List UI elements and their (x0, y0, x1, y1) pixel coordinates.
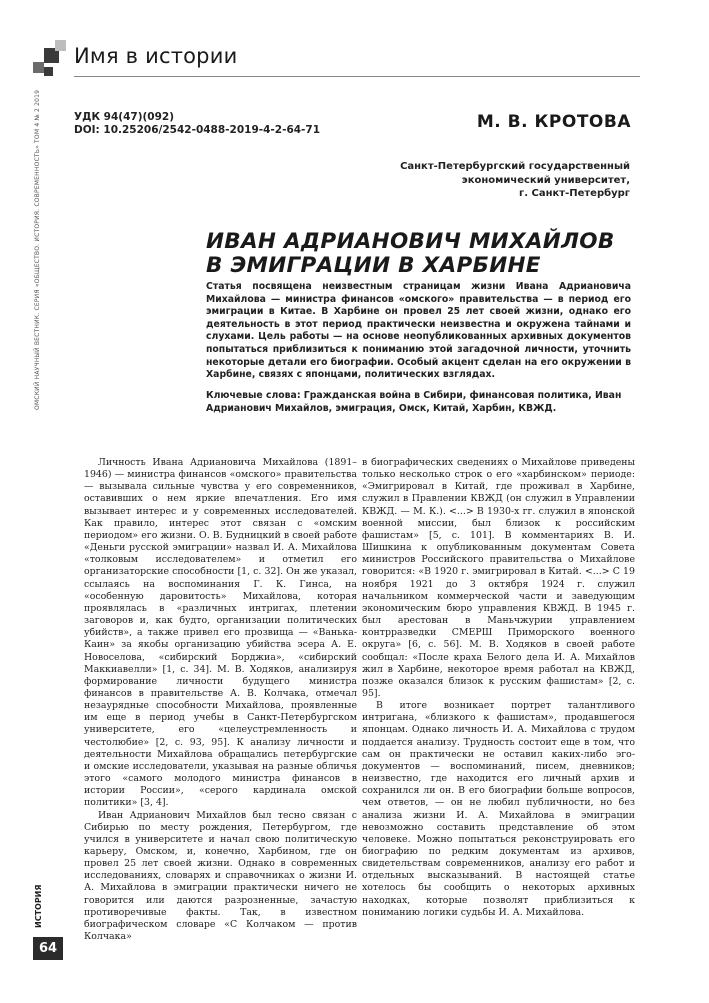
section-label: ИСТОРИЯ (34, 884, 43, 928)
affiliation (330, 160, 630, 201)
body-paragraph: в биографических сведениях о Михайлове приведены только несколько строк о его «харбинском» периоде: «Эмигрировал в Китай, где проживал в Харбине, служил в Правлении КВЖД (он служил в Управлении КВЖД. — М. К.). <...> В 1930-х гг. служил в японской военной миссии, был близок к российским фашистам» [5, с. 101]. В комментариях В. И. Шишкина к опубликованным документам Совета министров Российского правительства о Михайлове говорится: «В 1920 г. эмигрировал в Китай. <...> С 19 ноября 1921 до 3 октября 1924 г. служил начальником коммерческой части и заведующим экономическим бюро управления КВЖД. В 1945 г. был арестован в Маньчжурии управлением контрразведки СМЕРШ Приморского военного округа» [6, с. 56]. М. В. Ходяков в своей работе сообщал: «После краха Белого дела И. А. Михайлов жил в Харбине, некоторое время работал на КВЖД, позже оказался близок к русским фашистам» [2, с. 95]. (362, 457, 635, 699)
logo-square-light (55, 40, 66, 51)
journal-running-head: ОМСКИЙ НАУЧНЫЙ ВЕСТНИК. СЕРИЯ «ОБЩЕСТВО. ИСТОРИЯ. СОВРЕМЕННОСТЬ» ТОМ 4 № 2 2019 (34, 89, 41, 410)
logo-square-mid (33, 62, 44, 73)
affiliation-line: г. Санкт-Петербург (518, 188, 630, 199)
page-number: 64 (33, 937, 63, 960)
article-title (206, 230, 615, 278)
body-paragraph: Личность Ивана Адриановича Михайлова (1891–1946) — министра финансов «омского» правительства — вызывала сильные чувства у его современников, оставивших о нем яркие впечатления. Его имя вызывает интерес и у современных исследователей. Как правило, интерес этот связан с «омским периодом» его жизни. О. В. Будницкий в своей работе «Деньги русской эмиграции» назвал И. А. Михайлова «толковым исследователем» и отметил его организаторские способности [1, с. 32]. Он же указал, ссылаясь на воспоминания Г. К. Гинса, на «особенную даровитость» Михайлова, которая проявлялась в «различных интригах, плетении заговоров и, как будто, организации политических убийств», а также привел его прозвища — «Ванька-Каин» за якобы организацию убийства эсера А. Е. Новоселова, «сибирский Борджиа», «сибирский Маккиавелли» [1, с. 34]. М. В. Ходяков, анализируя формирование личности будущего министра финансов в правительстве А. В. Колчака, отмечал незаурядные способности Михайлова, проявленные им еще в период учебы в Санкт-Петербургском университете, его «целеустремленность и честолюбие» [2, с. 93, 95]. К анализу личности и деятельности Михайлова обращались петербургские и омские исследователи, указывая на разные обличья этого «самого молодого министра финансов в истории России», «серого кардинала омской политики» [3, 4]. (84, 457, 357, 809)
doi: DOI: 10.25206/2542-0488-2019-4-2-64-71 (74, 124, 321, 136)
abstract: Статья посвящена неизвестным страницам жизни Ивана Адриановича Михайлова — министра финансов «омского» правительства — в период его эмиграции в Китае. В Харбине он провел 25 лет своей жизни, однако его деятельность в этот период практически неизвестна и окружена тайнами и слухами. Цель работы — на основе неопубликованных архивных документов попытаться приблизиться к пониманию этой загадочной личности, уточнить некоторые детали его биографии. Особый акцент сделан на его окружении в Харбине, связях с японцами, политических взглядах. (206, 281, 631, 381)
body-paragraph: Иван Адрианович Михайлов был тесно связан с Сибирью по месту рождения, Петербургом, где учился в университете и начал свою политическую карьеру, Омском, и, конечно, Харбином, где он провел 25 лет своей жизни. Однако в современных исследованиях, словарях и справочниках о жизни И. А. Михайлова в эмиграции практически ничего не говорится или даются разрозненные, зачастую противоречивые факты. Так, в известном биографическом словаре «С Колчаком — против Колчака» (84, 809, 357, 943)
body-column-left (84, 457, 357, 943)
section-title: Имя в истории (74, 44, 238, 68)
title-line: ИВАН АДРИАНОВИЧ МИХАЙЛОВ (206, 229, 615, 254)
udk-code: УДК 94(47)(092) (74, 111, 175, 123)
affiliation-line: экономический университет, (461, 174, 630, 186)
keywords: Ключевые слова: Гражданская война в Сибири, финансовая политика, Иван Адрианович Михайлов, эмиграция, Омск, Китай, Харбин, КВЖД. (206, 390, 622, 414)
header-rule (74, 76, 640, 77)
article-identifiers (74, 111, 320, 137)
affiliation-line: Санкт-Петербургский государственный (400, 161, 630, 172)
logo-square-small (44, 67, 53, 76)
author-name: М. В. КРОТОВА (476, 112, 631, 132)
body-column-right (362, 457, 635, 919)
title-line: В ЭМИГРАЦИИ В ХАРБИНЕ (206, 253, 541, 278)
body-paragraph: В итоге возникает портрет талантливого интригана, «близкого к фашистам», продавшегося японцам. Однако личность И. А. Михайлова с трудом поддается анализу. Трудность состоит еще в том, что сам он практически не оставил каких-либо эго-документов — воспоминаний, писем, дневников; неизвестно, где находится его личный архив и сохранился ли он. В его биографии больше вопросов, чем ответов, — он не любил публичности, но без анализа жизни И. А. Михайлова в эмиграции невозможно составить представление об этом человеке. Можно попытаться реконструировать его биографию по редким документам из архивов, свидетельствам современников, анализу его работ и отдельных высказываний. В настоящей статье хотелось бы сообщить о некоторых архивных находках, которые позволят приблизиться к пониманию логики судьбы И. А. Михайлова. (362, 700, 635, 918)
